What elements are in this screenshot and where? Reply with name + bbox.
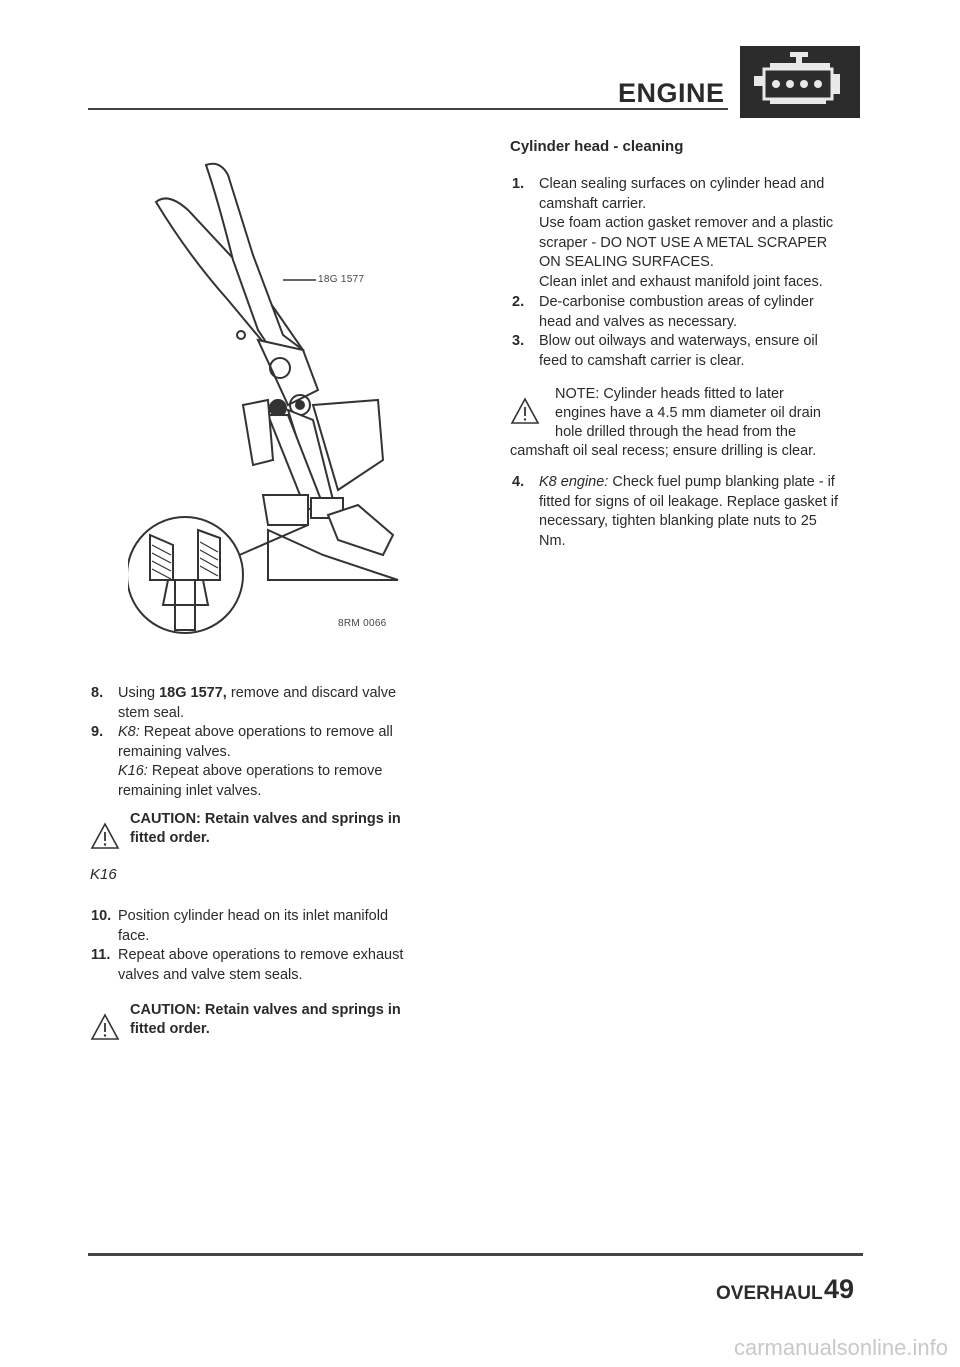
step-number: 2. bbox=[512, 294, 525, 310]
footer-rule bbox=[88, 1253, 863, 1256]
step-number: 3. bbox=[512, 333, 525, 349]
step-text: Repeat above operations to remove all bbox=[139, 724, 393, 740]
k16-subhead: K16 bbox=[90, 866, 117, 883]
step-text: feed to camshaft carrier is clear. bbox=[539, 352, 745, 369]
warning-triangle-icon bbox=[90, 1013, 120, 1041]
header-rule bbox=[88, 108, 728, 110]
step-number: 9. bbox=[91, 724, 104, 740]
figure-code-label: 8RM 0066 bbox=[338, 618, 387, 629]
step-4 bbox=[512, 473, 839, 551]
note-text: NOTE: Cylinder heads fitted to later bbox=[555, 386, 784, 402]
step-text: Check fuel pump blanking plate - if bbox=[608, 474, 835, 490]
step-text: Clean inlet and exhaust manifold joint faces. bbox=[539, 273, 823, 290]
tool-reference: 18G 1577, bbox=[159, 685, 227, 701]
step-2 bbox=[512, 293, 814, 332]
step-number: 1. bbox=[512, 176, 525, 192]
step-text: Blow out oilways and waterways, ensure oil bbox=[539, 333, 818, 349]
step-10 bbox=[91, 907, 389, 946]
caution-text: CAUTION: Retain valves and springs in bbox=[130, 811, 401, 827]
step-text: scraper - DO NOT USE A METAL SCRAPER bbox=[539, 234, 828, 251]
step-text: stem seal. bbox=[118, 704, 185, 721]
step-1 bbox=[512, 175, 834, 293]
step-number: 11. bbox=[91, 947, 111, 963]
step-8 bbox=[91, 684, 397, 723]
note-text: hole drilled through the head from the bbox=[555, 424, 797, 440]
step-text: Position cylinder head on its inlet manifold bbox=[118, 908, 389, 924]
engine-variant: K16: bbox=[118, 763, 148, 780]
step-number: 4. bbox=[512, 474, 525, 490]
step-text: Clean sealing surfaces on cylinder head and bbox=[539, 176, 825, 192]
engine-icon bbox=[740, 46, 860, 118]
step-text: Using bbox=[118, 685, 160, 701]
page-number: 49 bbox=[824, 1274, 855, 1304]
footer-section-title: OVERHAUL bbox=[716, 1283, 823, 1304]
step-number: 8. bbox=[91, 685, 104, 701]
step-text: camshaft carrier. bbox=[539, 195, 647, 212]
step-text: Nm. bbox=[539, 532, 566, 549]
step-text: Use foam action gasket remover and a plastic bbox=[539, 215, 834, 232]
step-text: Repeat above operations to remove bbox=[147, 763, 383, 780]
step-text: fitted for signs of oil leakage. Replace gasket if bbox=[539, 493, 839, 510]
step-3 bbox=[512, 332, 818, 371]
warning-triangle-icon bbox=[510, 397, 540, 425]
step-text: face. bbox=[118, 927, 150, 944]
note-text: camshaft oil seal recess; ensure drilling is clear. bbox=[510, 443, 817, 459]
step-9 bbox=[91, 723, 393, 801]
note-text: engines have a 4.5 mm diameter oil drain bbox=[555, 405, 821, 421]
step-text: remaining valves. bbox=[118, 743, 231, 760]
step-text: ON SEALING SURFACES. bbox=[539, 254, 714, 271]
step-text: remove and discard valve bbox=[226, 685, 397, 701]
step-text: Repeat above operations to remove exhaust bbox=[118, 947, 404, 963]
engine-variant: K8: bbox=[118, 724, 140, 740]
tool-callout-label: 18G 1577 bbox=[318, 274, 365, 285]
warning-triangle-icon bbox=[90, 822, 120, 850]
engine-variant: K8 engine: bbox=[539, 474, 609, 490]
step-text: valves and valve stem seals. bbox=[118, 966, 303, 983]
step-number: 10. bbox=[91, 908, 112, 924]
step-text: head and valves as necessary. bbox=[539, 313, 738, 330]
section-heading: Cylinder head - cleaning bbox=[510, 138, 684, 155]
step-11 bbox=[91, 946, 404, 985]
page-section-title: ENGINE bbox=[618, 78, 725, 108]
step-text: De-carbonise combustion areas of cylinder bbox=[539, 294, 814, 310]
caution-text: CAUTION: Retain valves and springs in bbox=[130, 1002, 401, 1018]
valve-seal-removal-figure bbox=[128, 160, 428, 660]
step-text: necessary, tighten blanking plate nuts to 25 bbox=[539, 513, 817, 530]
step-text: remaining inlet valves. bbox=[118, 782, 262, 799]
watermark: carmanualsonline.info bbox=[733, 1335, 948, 1360]
